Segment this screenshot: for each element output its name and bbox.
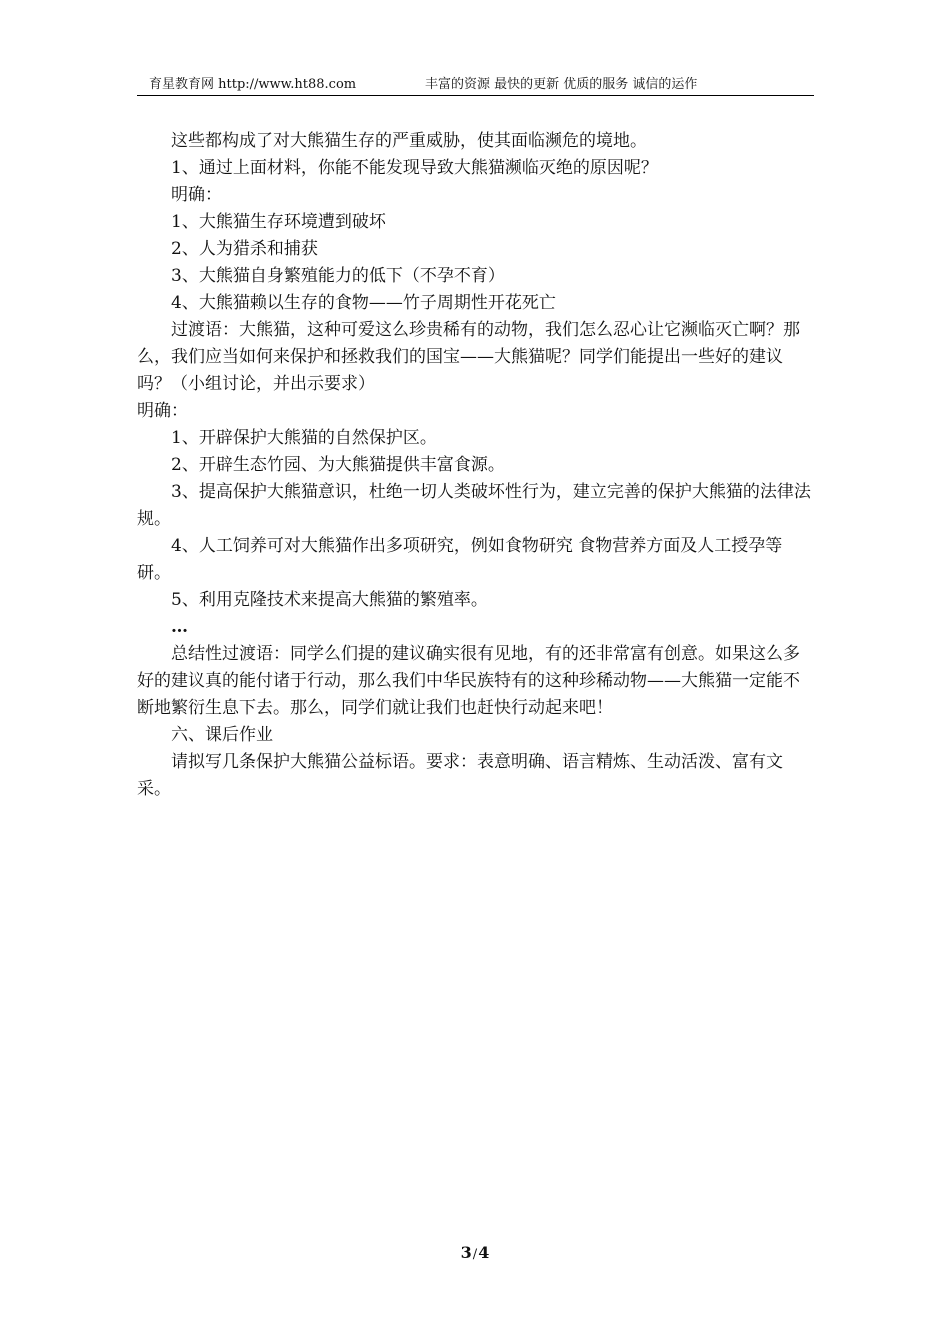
ellipsis-line: …: [171, 617, 189, 637]
paragraph: 2、人为猎杀和捕获: [171, 239, 318, 259]
header-slogan-text: 丰富的资源 最快的更新 优质的服务 诚信的运作: [425, 77, 698, 92]
paragraph: 请拟写几条保护大熊猫公益标语。要求：表意明确、语言精炼、生动活泼、富有文采。: [137, 752, 783, 799]
paragraph: 3、大熊猫自身繁殖能力的低下（不孕不育）: [171, 266, 505, 286]
paragraph: 过渡语：大熊猫，这种可爱这么珍贵稀有的动物，我们怎么忍心让它濒临灭亡啊？那么，我们应当如何来保护和拯救我们的国宝——大熊猫呢？同学们能提出一些好的建议吗？（小组讨论，并出示要求）: [137, 320, 800, 394]
page-number-separator: /: [472, 1247, 478, 1262]
paragraph: 2、开辟生态竹园、为大熊猫提供丰富食源。: [171, 455, 505, 475]
paragraph: 明确：: [137, 401, 188, 421]
paragraph: 4、大熊猫赖以生存的食物——竹子周期性开花死亡: [171, 293, 556, 313]
section-heading: 六、课后作业: [171, 725, 273, 745]
paragraph: 1、通过上面材料，你能不能发现导致大熊猫濒临灭绝的原因呢？: [171, 158, 658, 178]
paragraph: 这些都构成了对大熊猫生存的严重威胁，使其面临濒危的境地。: [171, 131, 647, 151]
page-number-total: 4: [478, 1243, 490, 1262]
paragraph: 4、人工饲养可对大熊猫作出多项研究，例如食物研究 食物营养方面及人工授孕等研。: [137, 536, 783, 583]
paragraph: 3、提高保护大熊猫意识，杜绝一切人类破坏性行为，建立完善的保护大熊猫的法律法规。: [137, 482, 811, 529]
paragraph: 明确：: [171, 185, 222, 205]
header-site-text: 育星教育网 http://www.ht88.com: [149, 77, 357, 92]
document-body: [137, 128, 814, 803]
page-footer: [0, 1243, 950, 1262]
paragraph: 5、利用克隆技术来提高大熊猫的繁殖率。: [171, 590, 488, 610]
paragraph: 1、大熊猫生存环境遭到破坏: [171, 212, 386, 232]
paragraph: 总结性过渡语：同学么们提的建议确实很有见地，有的还非常富有创意。如果这么多好的建议真的能付诸于行动，那么我们中华民族特有的这种珍稀动物——大熊猫一定能不断地繁衍生息下去。那么，同学们就让我们也赶快行动起来吧！: [137, 644, 800, 718]
paragraph: 1、开辟保护大熊猫的自然保护区。: [171, 428, 437, 448]
page-number-current: 3: [460, 1243, 472, 1262]
page-header: [137, 76, 814, 96]
